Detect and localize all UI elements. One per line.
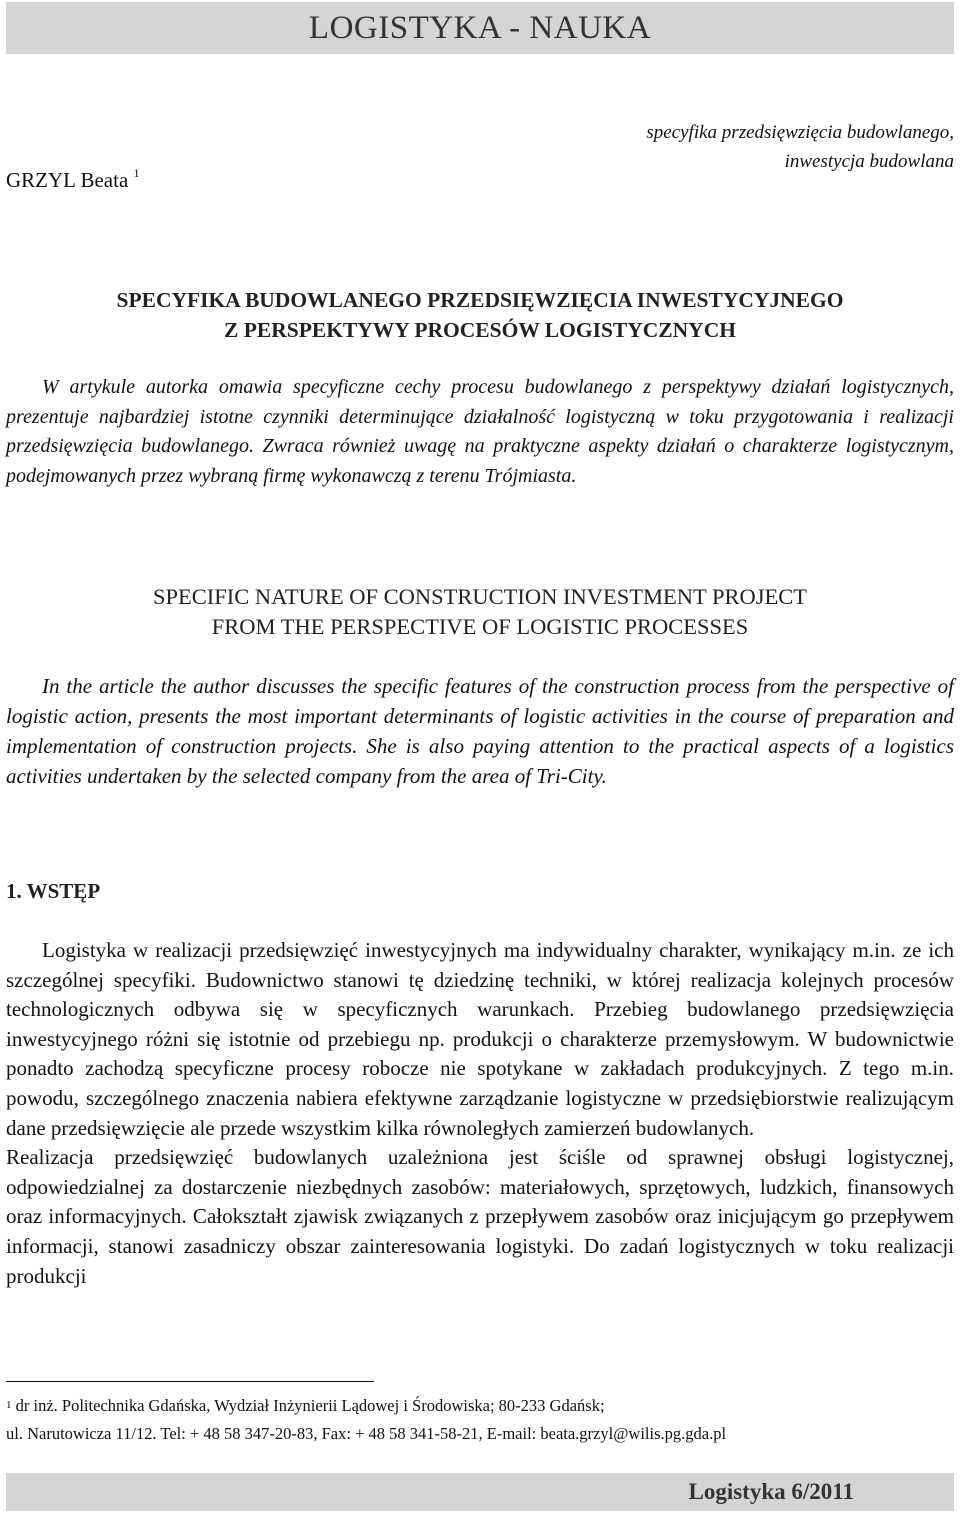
- footnote-text: dr inż. Politechnika Gdańska, Wydział Inżynierii Lądowej i Środowiska; 80-233 Gdańsk;: [11, 1396, 605, 1415]
- title-line: SPECIFIC NATURE OF CONSTRUCTION INVESTMENT PROJECT: [152, 584, 808, 609]
- footnote-line: [6, 1392, 954, 1420]
- section-body: [6, 936, 954, 1291]
- paper-title-polish: [6, 285, 954, 345]
- title-line: SPECYFIKA BUDOWLANEGO PRZEDSIĘWZIĘCIA INWESTYCYJNEGO: [116, 288, 844, 312]
- keyword-line: specyfika przedsięwzięcia budowlanego,: [646, 122, 954, 143]
- footnote-line: ul. Narutowicza 11/12. Tel: + 48 58 347-20-83, Fax: + 48 58 341-58-21, E-mail: beata.grzyl@wilis.pg.gda.pl: [6, 1424, 727, 1443]
- author-line: [6, 168, 140, 193]
- author-name: GRZYL Beata: [6, 168, 129, 192]
- journal-issue: Logistyka 6/2011: [688, 1479, 854, 1504]
- author-footnote-mark: 1: [133, 166, 140, 180]
- section-heading: 1. WSTĘP: [6, 879, 101, 903]
- paper-title-english: [6, 582, 954, 642]
- abstract-english: In the article the author discusses the specific features of the construction process from the perspective of logistic action, presents the most important determinants of logistic activities in the course of preparation and implementation of construction projects. She is also paying attention to the practical aspects of a logistics activities undertaken by the selected company from the area of Tri-City.: [6, 674, 954, 788]
- title-line: FROM THE PERSPECTIVE OF LOGISTIC PROCESSES: [211, 614, 749, 639]
- journal-header-bar: [6, 2, 954, 54]
- title-line: Z PERSPEKTYWY PROCESÓW LOGISTYCZNYCH: [224, 318, 736, 342]
- keyword-line: inwestycja budowlana: [784, 151, 954, 172]
- body-paragraph: Realizacja przedsięwzięć budowlanych uzależniona jest ściśle od sprawnej obsługi logistycznej, odpowiedzialnej za dostarczenie niezbędnych zasobów: materiałowych, sprzętowych, ludzkich, finansowych oraz informacyjnych. Całokształt zjawisk związanych z przepływem zasobów oraz inicjującym go przepływem informacji, stanowi zasadniczy obszar zainteresowania logistyki. Do zadań logistycznych w toku realizacji produkcji: [6, 1145, 954, 1288]
- journal-footer-bar: [6, 1473, 954, 1511]
- keywords-block: [534, 118, 954, 176]
- footnote: [6, 1392, 954, 1448]
- footnote-mark: 1: [6, 1399, 12, 1411]
- body-paragraph: Logistyka w realizacji przedsięwzięć inwestycyjnych ma indywidualny charakter, wynikający m.in. ze ich szczególnej specyfiki. Budownictwo stanowi tę dziedzinę techniki, w której realizacja kolejnych procesów technologicznych odbywa się w specyficznych warunkach. Przebieg budowlanego przedsięwzięcia inwestycyjnego różni się istotnie od przebiegu np. produkcji o charakterze przemysłowym. W budownictwie ponadto zachodzą specyficzne procesy robocze nie spotykane w zakładach produkcyjnych. Z tego m.in. powodu, szczególnego znaczenia nabiera efektywne zarządzanie logistyczne w przedsiębiorstwie realizującym dane przedsięwzięcie ale przede wszystkim kilka równoległych zamierzeń budowlanych.: [6, 938, 954, 1140]
- footnote-divider: [6, 1381, 374, 1382]
- abstract-polish: W artykule autorka omawia specyficzne cechy procesu budowlanego z perspektywy działań logistycznych, prezentuje najbardziej istotne czynniki determinujące działalność logistyczną w toku przygotowania i realizacji przedsięwzięcia budowlanego. Zwraca również uwagę na praktyczne aspekty działań o charakterze logistycznym, podejmowanych przez wybraną firmę wykonawczą z terenu Trójmiasta.: [6, 376, 954, 487]
- journal-section-title: LOGISTYKA - NAUKA: [308, 9, 652, 46]
